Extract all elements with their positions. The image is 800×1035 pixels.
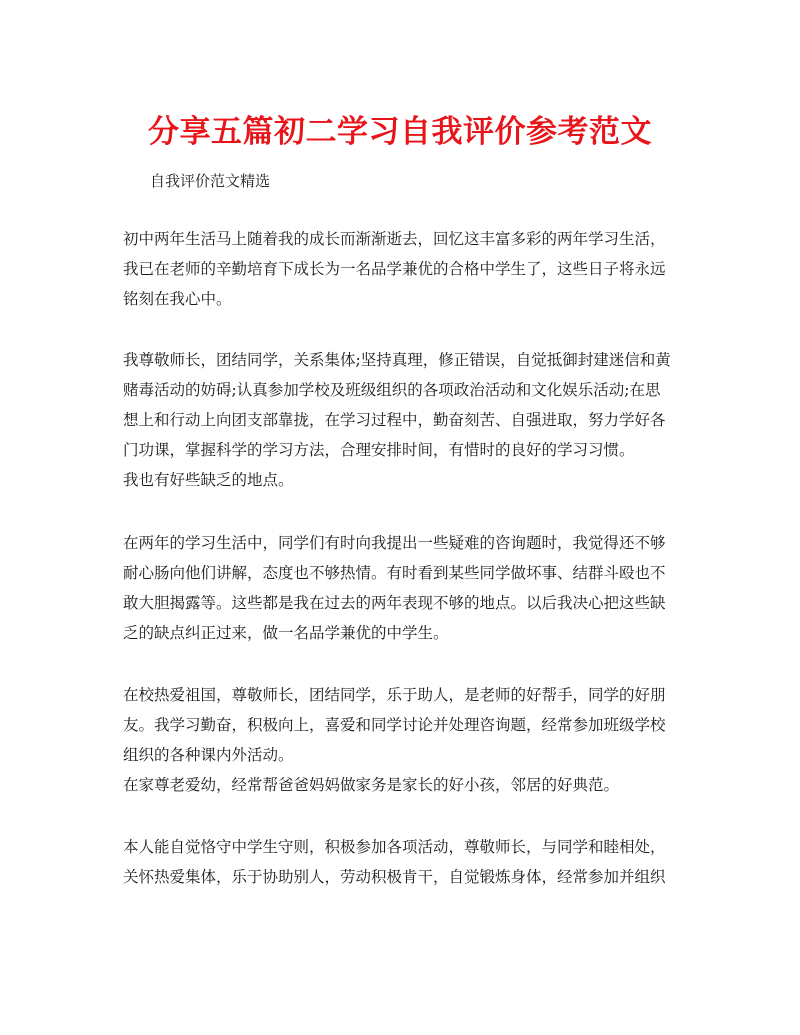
paragraph-line: 初中两年生活马上随着我的成长而渐渐逝去，回忆这丰富多彩的两年学习生活， [123,230,666,248]
paragraph-line: 我也有好些缺乏的地点。 [123,471,294,489]
paragraph-line: 在校热爱祖国，尊敬师长，团结同学，乐于助人，是老师的好帮手，同学的好朋 [123,686,666,704]
paragraph-line: 赌毒活动的妨碍;认真参加学校及班级组织的各项政治活动和文化娱乐活动;在思 [123,381,661,399]
paragraph-line: 友。我学习勤奋，积极向上，喜爱和同学讨论并处理咨询题，经常参加班级学校 [123,716,666,734]
paragraph-line: 敢大胆揭露等。这些都是我在过去的两年表现不够的地点。以后我决心把这些缺 [123,594,666,612]
paragraph-line: 想上和行动上向团支部靠拢，在学习过程中，勤奋刻苦、自强进取，努力学好各 [123,411,666,429]
paragraph-line: 本人能自觉恪守中学生守则，积极参加各项活动，尊敬师长，与同学和睦相处， [123,838,666,856]
paragraph-line: 关怀热爱集体，乐于协助别人，劳动积极肯干，自觉锻炼身体，经常参加并组织 [123,868,666,886]
paragraph-line: 门功课，掌握科学的学习方法，合理安排时间，有惜时的良好的学习习惯。 [123,441,635,459]
paragraph-line: 在两年的学习生活中，同学们有时向我提出一些疑难的咨询题时，我觉得还不够 [123,534,666,552]
paragraph-line: 我已在老师的辛勤培育下成长为一名品学兼优的合格中学生了，这些日子将永远 [123,260,666,278]
paragraph-line: 乏的缺点纠正过来，做一名品学兼优的中学生。 [123,624,449,642]
paragraph-line: 我尊敬师长，团结同学，关系集体;坚持真理，修正错误，自觉抵御封建迷信和黄 [123,351,671,369]
document-subtitle: 自我评价范文精选 [150,172,271,190]
paragraph-line: 耐心肠向他们讲解，态度也不够热情。有时看到某些同学做坏事、结群斗殴也不 [123,564,666,582]
paragraph-line: 铭刻在我心中。 [123,290,232,308]
document-title: 分享五篇初二学习自我评价参考范文 [148,114,652,150]
paragraph-line: 在家尊老爱幼，经常帮爸爸妈妈做家务是家长的好小孩，邻居的好典范。 [123,776,620,794]
paragraph-line: 组织的各种课内外活动。 [123,746,294,764]
